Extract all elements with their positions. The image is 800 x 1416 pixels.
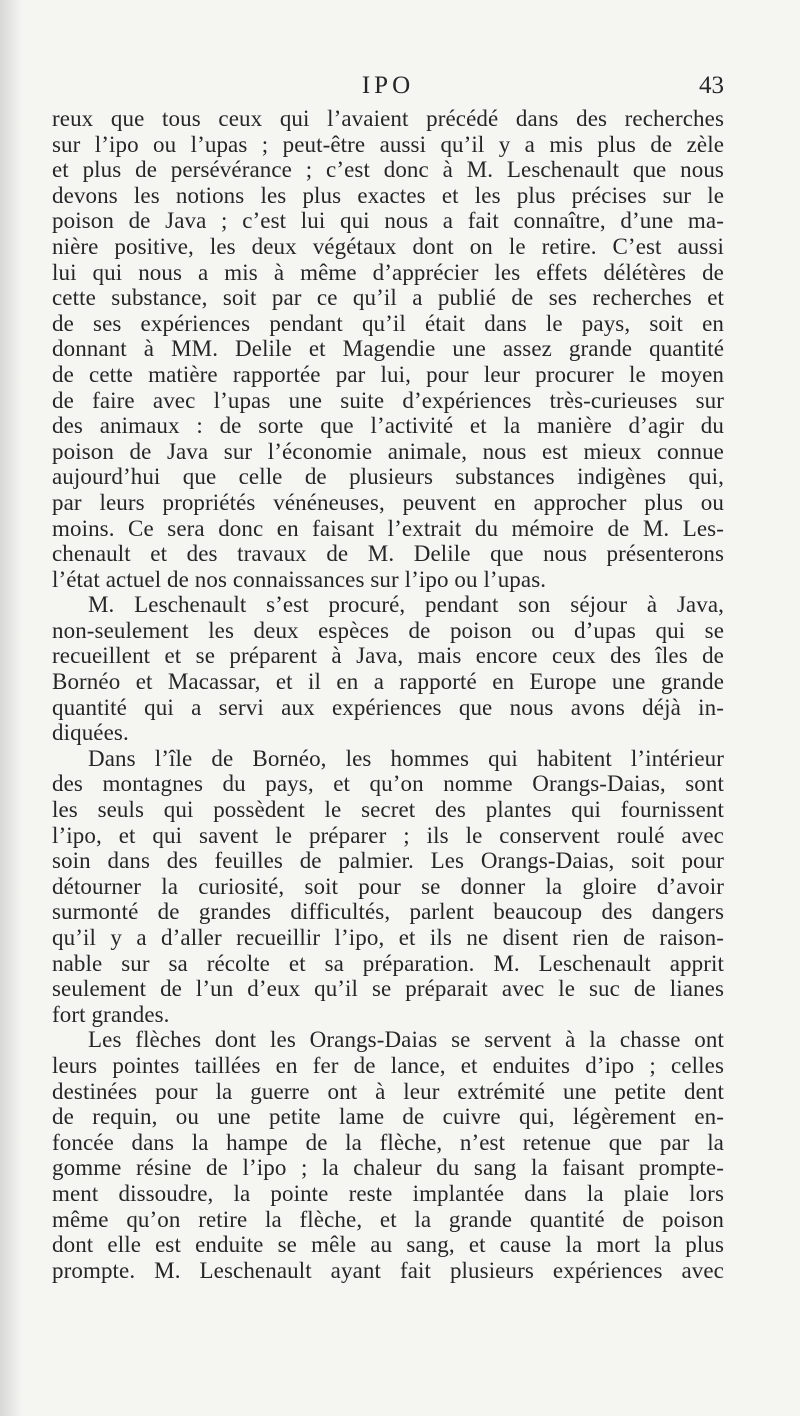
text-line: Bornéo et Macassar, et il en a rapporté en Europe une grande xyxy=(52,669,724,695)
text-line: cette substance, soit par ce qu’il a publié de ses recherches et xyxy=(52,285,724,311)
text-line: reux que tous ceux qui l’avaient précédé dans des recherches xyxy=(52,106,724,131)
text-line: devons les notions les plus exactes et les plus précises sur le xyxy=(52,182,724,208)
text-line: donnant à MM. Delile et Magendie une assez grande quantité xyxy=(52,336,724,362)
text-line: prompte. M. Leschenault ayant fait plusieurs expériences avec xyxy=(52,1257,724,1283)
running-head: IPO xyxy=(361,72,415,99)
text-line: fort grandes. xyxy=(52,1001,170,1027)
text-line: de requin, ou une petite lame de cuivre qui, légèrement en- xyxy=(52,1104,724,1130)
text-line: quantité qui a servi aux expériences que nous avons déjà in- xyxy=(52,694,724,720)
page-number: 43 xyxy=(699,72,724,99)
text-line: qu’il y a d’aller recueillir l’ipo, et ils ne disent rien de raison- xyxy=(52,925,724,950)
text-line: poison de Java ; c’est lui qui nous a fait connaître, d’une ma- xyxy=(52,208,724,234)
text-line: lui qui nous a mis à même d’apprécier les effets délétères de xyxy=(52,259,724,285)
text-line: moins. Ce sera donc en faisant l’extrait du mémoire de M. Les- xyxy=(52,515,724,541)
text-line: sur l’ipo ou l’upas ; peut-être aussi qu’il y a mis plus de zèle xyxy=(52,131,724,157)
text-line: M. Leschenault s’est procuré, pendant son séjour à Java, xyxy=(88,592,724,618)
text-line: détourner la curiosité, soit pour se donner la gloire d’avoir xyxy=(52,873,724,899)
text-line: gomme résine de l’ipo ; la chaleur du sang la faisant prompte- xyxy=(52,1155,724,1181)
text-line: surmonté de grandes difficultés, parlent beaucoup des dangers xyxy=(52,899,724,925)
text-line: nable sur sa récolte et sa préparation. M. Leschenault apprit xyxy=(52,950,724,976)
text-line: destinées pour la guerre ont à leur extrémité une petite dent xyxy=(52,1078,724,1104)
text-line: ment dissoudre, la pointe reste implantée dans la plaie lors xyxy=(52,1180,724,1206)
text-line: leurs pointes taillées en fer de lance, et enduites d’ipo ; celles xyxy=(52,1052,724,1078)
text-line: l’état actuel de nos connaissances sur l’ipo ou l’upas. xyxy=(52,566,547,592)
text-line: Les flèches dont les Orangs-Daias se servent à la chasse ont xyxy=(88,1027,724,1053)
text-line: les seuls qui possèdent le secret des plantes qui fournissent xyxy=(52,797,724,823)
text-line: non-seulement les deux espèces de poison ou d’upas qui se xyxy=(52,617,724,643)
text-line: recueillent et se préparent à Java, mais encore ceux des îles de xyxy=(52,643,724,669)
text-line: l’ipo, et qui savent le préparer ; ils le conservent roulé avec xyxy=(52,822,724,848)
text-line: dont elle est enduite se mêle au sang, et cause la mort la plus xyxy=(52,1232,724,1258)
text-line: et plus de persévérance ; c’est donc à M. Leschenault que nous xyxy=(52,157,724,183)
text-line: diquées. xyxy=(52,720,129,746)
page-header xyxy=(52,72,724,106)
body-text xyxy=(52,106,724,1283)
text-line: seulement de l’un d’eux qu’il se préparait avec le suc de lianes xyxy=(52,976,724,1002)
text-line: des animaux : de sorte que l’activité et la manière d’agir du xyxy=(52,413,724,439)
text-line: nière positive, les deux végétaux dont on le retire. C’est aussi xyxy=(52,233,724,259)
text-line: aujourd’hui que celle de plusieurs substances indigènes qui, xyxy=(52,464,724,490)
text-line: par leurs propriétés vénéneuses, peuvent en approcher plus ou xyxy=(52,489,724,515)
text-line: de faire avec l’upas une suite d’expériences très-curieuses sur xyxy=(52,387,724,413)
text-line: poison de Java sur l’économie animale, nous est mieux connue xyxy=(52,438,724,464)
text-line: de cette matière rapportée par lui, pour leur procurer le moyen xyxy=(52,361,724,387)
text-line: foncée dans la hampe de la flèche, n’est retenue que par la xyxy=(52,1129,724,1155)
text-line: même qu’on retire la flèche, et la grande quantité de poison xyxy=(52,1206,724,1232)
text-line: de ses expériences pendant qu’il était dans le pays, soit en xyxy=(52,310,724,336)
text-line: Dans l’île de Bornéo, les hommes qui habitent l’intérieur xyxy=(88,745,724,771)
text-line: soin dans des feuilles de palmier. Les Orangs-Daias, soit pour xyxy=(52,848,724,874)
text-line: chenault et des travaux de M. Delile que nous présenterons xyxy=(52,541,724,567)
text-line: des montagnes du pays, et qu’on nomme Orangs-Daias, sont xyxy=(52,771,724,797)
